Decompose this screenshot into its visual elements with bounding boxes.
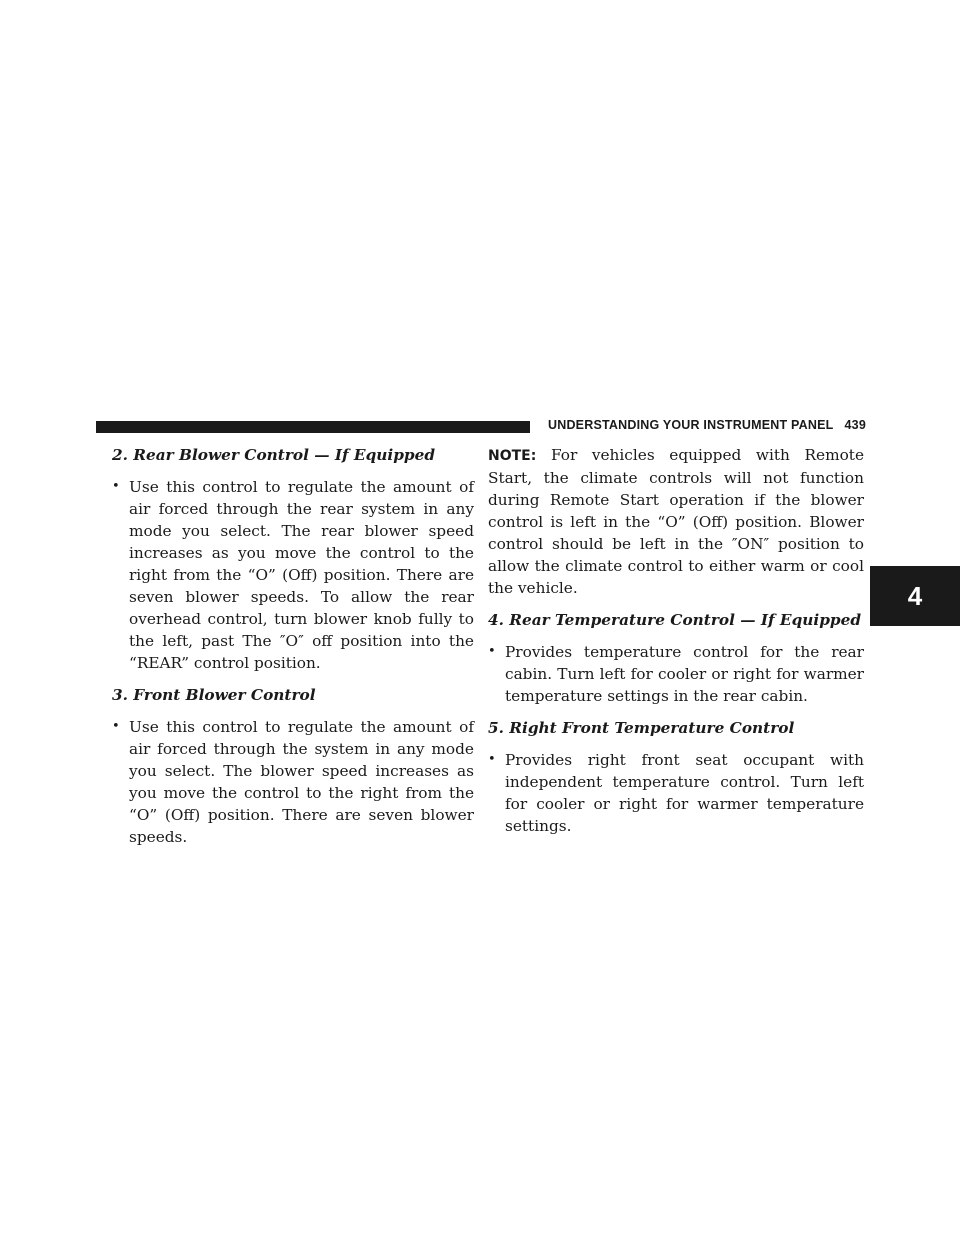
section-5-heading: 5. Right Front Temperature Control — [488, 719, 795, 737]
note-label: NOTE: — [488, 448, 537, 464]
section-4-text: Provides temperature control for the rear cabin. Turn left for cooler or right for warmer temperature settings in the rear cabin. — [505, 643, 864, 705]
section-4-heading: 4. Rear Temperature Control — If Equipped — [488, 611, 862, 629]
section-4-bullet — [488, 641, 864, 707]
bullet-icon: • — [112, 479, 120, 494]
section-3-text: Use this control to regulate the amount of air forced through the system in any mode you select. The blower speed increases as you move the control to the right from the “O” (Off) position. There are seven blower speeds. — [129, 718, 474, 846]
section-2-text: Use this control to regulate the amount of air forced through the rear system in any mode you select. The rear blower speed increases as you move the control to the right from the “O” (Off) position. There are seven blower speeds. To allow the rear overhead control, turn blower knob fully to the left, past The ″O″ off position into the “REAR” control position. — [129, 478, 474, 672]
section-2-bullet — [112, 476, 474, 674]
note-text: For vehicles equipped with Remote Start, the climate controls will not function during Remote Start operation if the blower control is left in the “O” (Off) position. Blower control should be left in the ″ON″ position to allow the climate control to either warm or cool the vehicle. — [488, 446, 864, 597]
header-rule — [96, 421, 530, 433]
page-number: 439 — [844, 418, 866, 432]
bullet-icon: • — [488, 752, 496, 767]
bullet-icon: • — [488, 644, 496, 659]
chapter-tab: 4 — [870, 566, 960, 626]
right-column — [488, 444, 864, 847]
running-header — [548, 418, 866, 432]
left-column — [112, 444, 474, 858]
section-3-heading: 3. Front Blower Control — [112, 686, 316, 704]
section-2-heading: 2. Rear Blower Control — If Equipped — [112, 446, 436, 464]
section-5-text: Provides right front seat occupant with independent temperature control. Turn left for cooler or right for warmer temperature settings. — [505, 751, 864, 835]
section-5-bullet — [488, 749, 864, 837]
note-paragraph — [488, 444, 864, 599]
bullet-icon: • — [112, 719, 120, 734]
section-3-bullet — [112, 716, 474, 848]
header-title: UNDERSTANDING YOUR INSTRUMENT PANEL — [548, 418, 834, 432]
